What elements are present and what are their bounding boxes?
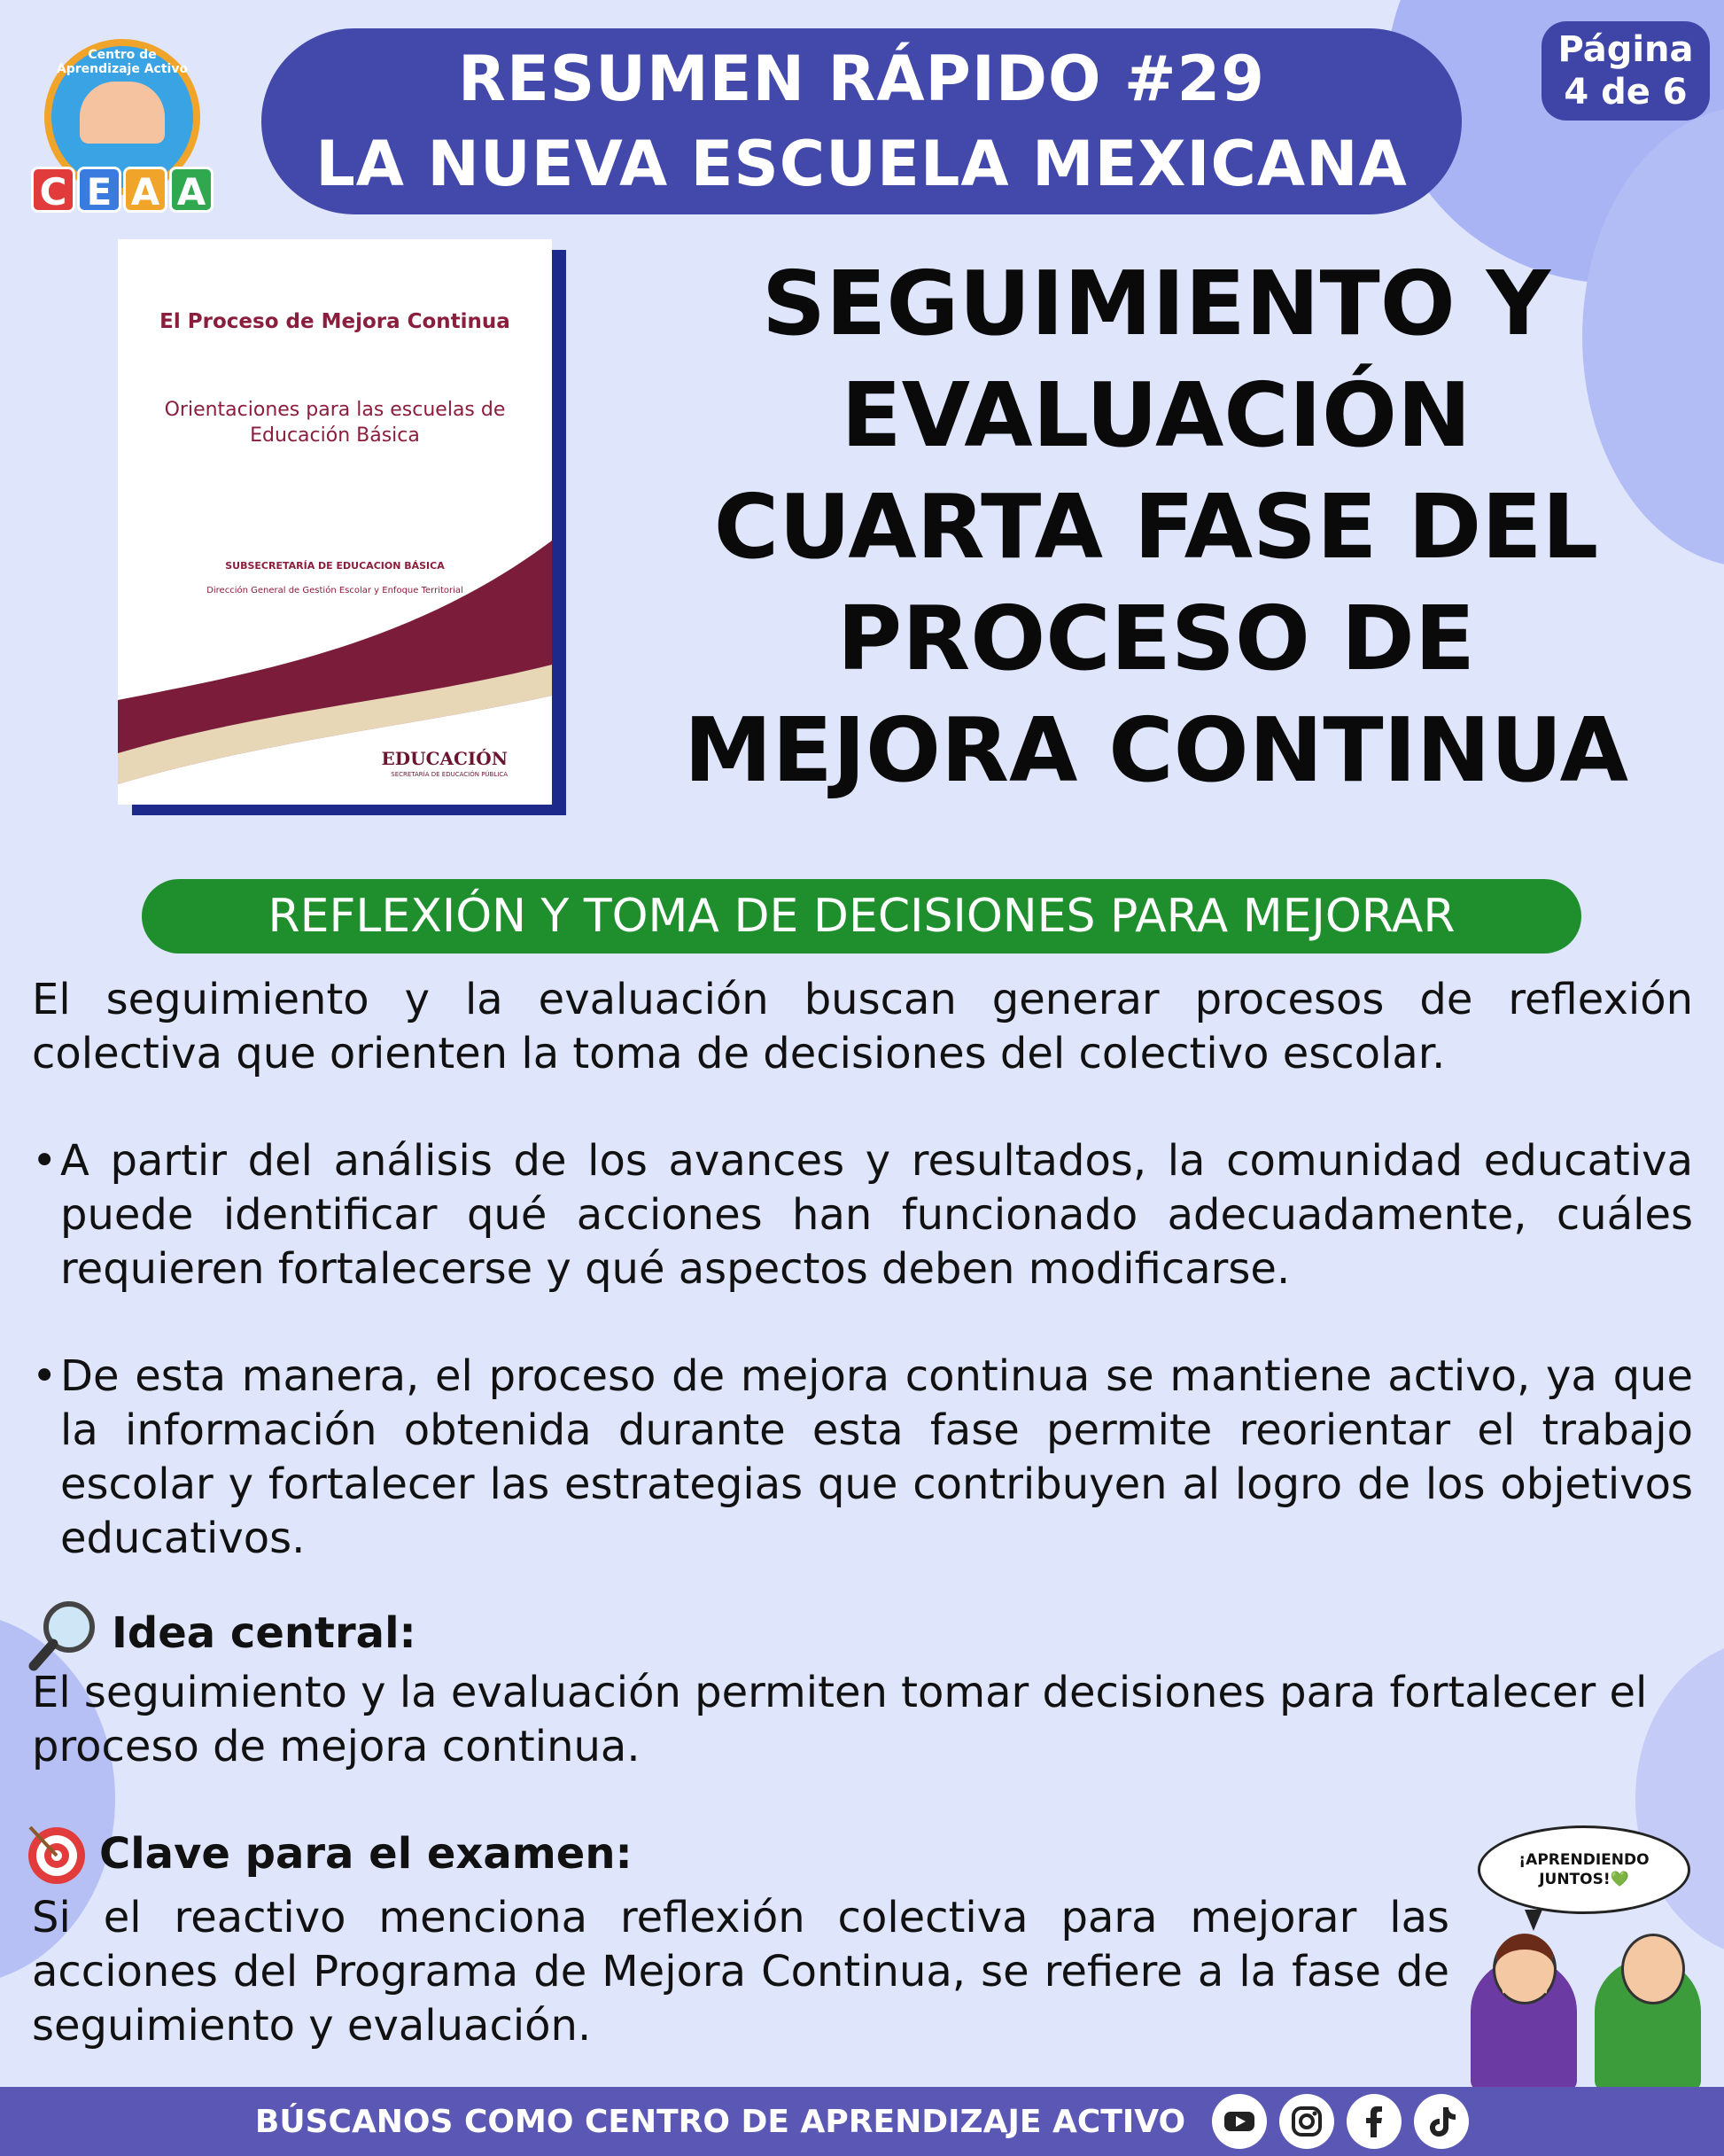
bullet-item: • A partir del análisis de los avances y resultados, la comunidad educativa puede identificar qué acciones han funcionado adecuadamente, cuáles requieren fortalecerse y qué aspectos deben modificarse. <box>32 1134 1693 1296</box>
bullet-item: • De esta manera, el proceso de mejora continua se mantiene activo, ya que la información obtenida durante esta fase permite reorientar el trabajo escolar y fortalecer las estrategias que contribuyen al logro de los objetivos educativos. <box>32 1350 1693 1566</box>
clave-examen-block <box>23 1818 1449 2053</box>
youtube-icon[interactable] <box>1212 2094 1267 2149</box>
page-badge <box>1542 21 1710 121</box>
mascots-illustration <box>1462 1825 1719 2091</box>
header-line-1: RESUMEN RÁPIDO #29 <box>458 43 1265 115</box>
section-heading: REFLEXIÓN Y TOMA DE DECISIONES PARA MEJORAR <box>142 879 1581 953</box>
logo-letter: A <box>169 167 214 213</box>
cover-subtitle: Orientaciones para las escuelas de Educación Básica <box>164 399 506 447</box>
logo-letter: A <box>123 167 167 213</box>
logo-ring-text: Centro de Aprendizaje Activo <box>56 48 189 76</box>
idea-central-block <box>27 1593 1692 1774</box>
main-title-line: MEJORA CONTINUA <box>684 698 1628 802</box>
target-icon <box>23 1820 90 1887</box>
document-cover <box>118 239 552 805</box>
instagram-icon[interactable] <box>1279 2094 1334 2149</box>
facebook-icon[interactable] <box>1347 2094 1402 2149</box>
cover-title: El Proceso de Mejora Continua <box>159 310 510 333</box>
mascot-woman-head <box>1493 1934 1557 2004</box>
logo-letter: C <box>31 167 75 213</box>
footer-text: BÚSCANOS COMO CENTRO DE APRENDIZAJE ACTIVO <box>254 2103 1186 2140</box>
intro-paragraph: El seguimiento y la evaluación buscan generar procesos de reflexión colectiva que orienten la toma de decisiones del colectivo escolar. <box>32 975 1693 1078</box>
speech-bubble-line: JUNTOS!💚 <box>1539 1871 1629 1888</box>
clave-examen-text: Si el reactivo menciona reflexión colectiva para mejorar las acciones del Programa de Mejora Continua, se refiere a la fase de seguimiento y evaluación. <box>32 1893 1449 2051</box>
page-badge-value: 4 de 6 <box>1564 72 1688 113</box>
header-line-2: LA NUEVA ESCUELA MEXICANA <box>315 128 1408 200</box>
speech-bubble-line: ¡APRENDIENDO <box>1518 1851 1650 1869</box>
cover-subsecretaria: SUBSECRETARÍA DE EDUCACION BÁSICA <box>225 560 445 572</box>
magnifying-glass-icon <box>27 1595 103 1671</box>
main-title-line: PROCESO DE <box>836 587 1476 690</box>
clave-examen-label: Clave para el examen: <box>99 1829 633 1879</box>
page-badge-label: Página <box>1557 29 1694 70</box>
logo-letter: E <box>77 167 121 213</box>
logo-illustration <box>80 82 165 144</box>
main-title <box>647 248 1666 806</box>
main-title-line: SEGUIMIENTO Y <box>762 252 1550 355</box>
cover-logo-subtext: SECRETARÍA DE EDUCACIÓN PÚBLICA <box>391 771 508 778</box>
mascot-man-head <box>1621 1934 1685 2004</box>
main-title-line: CUARTA FASE DEL <box>713 475 1599 579</box>
clave-examen-header <box>23 1818 1449 1889</box>
cover-logo-text: EDUCACIÓN <box>381 748 508 769</box>
idea-central-label: Idea central: <box>112 1608 416 1658</box>
speech-bubble <box>1478 1825 1690 1914</box>
content-body <box>32 973 1693 1619</box>
logo-letters <box>28 167 216 213</box>
footer-bar <box>0 2087 1724 2156</box>
cover-direccion: Dirección General de Gestión Escolar y Enfoque Territorial <box>206 586 463 595</box>
ceaa-logo <box>28 39 216 213</box>
tiktok-icon[interactable] <box>1414 2094 1469 2149</box>
header-banner <box>261 28 1462 214</box>
idea-central-header <box>27 1593 1692 1673</box>
bullet-list <box>32 1134 1693 1566</box>
main-title-line: EVALUACIÓN <box>841 363 1472 467</box>
idea-central-text: El seguimiento y la evaluación permiten tomar decisiones para fortalecer el proceso de mejora continua. <box>32 1668 1648 1771</box>
